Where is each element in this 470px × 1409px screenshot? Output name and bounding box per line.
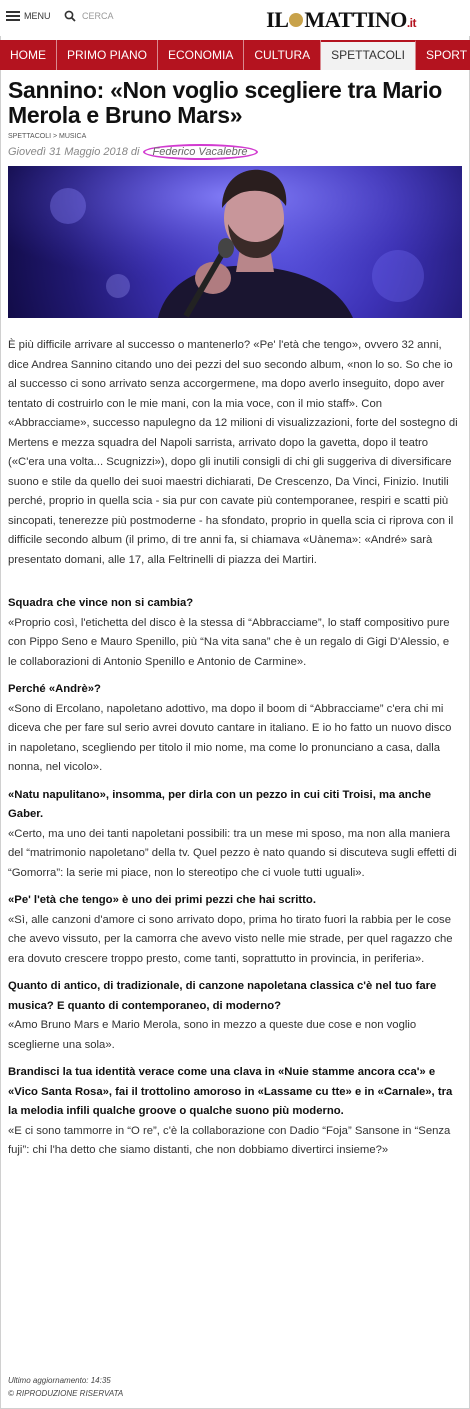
main-nav — [0, 40, 470, 70]
article-date: Giovedì 31 Maggio 2018 di — [8, 146, 140, 158]
top-bar — [0, 0, 470, 36]
hamburger-icon — [6, 11, 20, 21]
interview-answer: «Proprio così, l'etichetta del disco è la stessa di “Abbracciame”, lo staff compositivo pure con Pippo Seno e Mauro Spenillo, più “Na vita sana” che è un regalo di Gigi D'Alessio, e le collaborazioni di Antonio Spenillo e Antonio de Carmine». — [8, 616, 450, 668]
nav-tab-sport[interactable]: SPORT — [416, 40, 470, 70]
interview-answer: «E ci sono tammorre in “O re”, c'è la collaborazione con Dadio “Foja” Sansone in “Senza fuji”: chi l'ha detto che siamo distanti, che non dobbiamo divertirci insieme?» — [8, 1124, 451, 1156]
article-title: Sannino: «Non voglio scegliere tra Mario Merola e Bruno Mars» — [8, 77, 443, 128]
interview-answer: «Sì, alle canzoni d'amore ci sono arrivato dopo, prima ho tirato fuori la rabbia per le cose che avevo vissuto, per la camorra che avevo visto nelle mie strade, per quel ragazzo che era dovuto crescere troppo presto, come tanti, soprattutto in provincia, in periferia». — [8, 913, 453, 965]
search-placeholder: CERCA — [82, 11, 114, 21]
nav-tab-primo-piano[interactable]: PRIMO PIANO — [57, 40, 158, 70]
nav-tab-spettacoli[interactable]: SPETTACOLI — [321, 40, 416, 70]
singer-photo — [8, 166, 462, 318]
hero-image — [8, 166, 462, 318]
menu-button[interactable] — [6, 11, 51, 21]
article-intro: È più difficile arrivare al successo o mantenerlo? «Pe' l'età che tengo», ovvero 32 anni, dice Andrea Sannino citando uno dei pezzi del suo secondo album, «non lo so. So che io al successo ci sono arrivato senza accorgermene, ma dopo averlo inseguito, dopo aver tentato di costruirlo con le mie mani, con la mia voce, con il mio staff». Con «Abbracciame», successo napulegno da 12 milioni di visualizzazioni, forte del sostegno di Mertens e mezza squadra del Napoli sarrista, arrivato dopo la gavetta, dopo il teatro («C'era una volta... Scugnizzi»), dopo gli inutili consigli di chi gli suggeriva di diversificare suono e stile da quello dei suoi maestri dichiarati, De Crescenzo, Da Vinci, Finizio. Inutili perché, proprio in quella scia - sia pur con cavate più contemporanee, respiri e scatti più sincopati, tenerezze più postmoderne - ha sfondato, proprio in quella scia ci riprova con il difficile secondo album (il primo, di tre anni fa, si chiamava «Uànema»: «André» sarà presentato domani, alle 17, alla Feltrinelli di piazza dei Martiri. — [8, 339, 458, 566]
article-dateline — [8, 144, 258, 160]
copyright-notice: © RIPRODUZIONE RISERVATA — [8, 1389, 124, 1398]
nav-tab-home[interactable]: HOME — [0, 40, 57, 70]
interview-answer: «Sono di Ercolano, napoletano adottivo, ma dopo il boom di “Abbracciame” c'era chi mi diceva che per fare sul serio avrei dovuto cantare in italiano. E io ho fatto un nuovo disco in napoletano, scegliendo per titolo il mio nome, ma come lo pronunciano a casa, dalla nonna, nel vicolo». — [8, 702, 452, 773]
logo-text-right: MATTINO — [304, 7, 407, 32]
sun-logo-icon — [289, 13, 303, 27]
breadcrumb[interactable]: SPETTACOLI > MUSICA — [8, 133, 87, 140]
interview-answer: «Certo, ma uno dei tanti napoletani possibili: tra un mese mi sposo, ma non alla maniera del “matrimonio napoletano” della tv. Quel pezzo è nato quando si discuteva sugli effetti di “Gomorra”: la serie mi piace, non lo stereotipo che ci vuole tutti uguali». — [8, 827, 457, 879]
search-icon — [64, 10, 76, 22]
logo-text-left: IL — [266, 7, 289, 32]
article-body — [8, 336, 460, 1161]
interview-question: Squadra che vince non si cambia? — [8, 597, 194, 609]
interview-question: Brandisci la tua identità verace come una clava in «Nuie stamme ancora cca'» e «Vico Santa Rosa», fai il trottolino amoroso in «Lassame cu tte» e in «Carnale», tra la melodia infili qualche groove o qualche suono più moderno. — [8, 1066, 453, 1117]
article-author[interactable]: Federico Vacalebre — [143, 144, 258, 160]
nav-tab-economia[interactable]: ECONOMIA — [158, 40, 244, 70]
nav-tab-cultura[interactable]: CULTURA — [244, 40, 321, 70]
interview-answer: «Amo Bruno Mars e Mario Merola, sono in mezzo a queste due cose e non voglio sceglierne una sola». — [8, 1019, 417, 1051]
logo-tld: .it — [406, 16, 416, 30]
search-button[interactable] — [64, 10, 114, 22]
interview-question: «Pe' l'età che tengo» è uno dei primi pezzi che hai scritto. — [8, 894, 316, 906]
menu-label: MENU — [24, 11, 51, 21]
interview-section — [8, 594, 460, 1161]
site-logo[interactable] — [266, 7, 416, 33]
interview-question: Quanto di antico, di tradizionale, di canzone napoletana classica c'è nel tuo fare musica? E quanto di contemporaneo, di moderno? — [8, 980, 437, 1012]
article-footer — [8, 1374, 123, 1400]
last-updated: Ultimo aggiornamento: 14:35 — [8, 1376, 111, 1385]
interview-question: «Natu napulitano», insomma, per dirla con un pezzo in cui citi Troisi, ma anche Gaber. — [8, 788, 432, 820]
interview-question: Perché «Andrè»? — [8, 683, 101, 695]
